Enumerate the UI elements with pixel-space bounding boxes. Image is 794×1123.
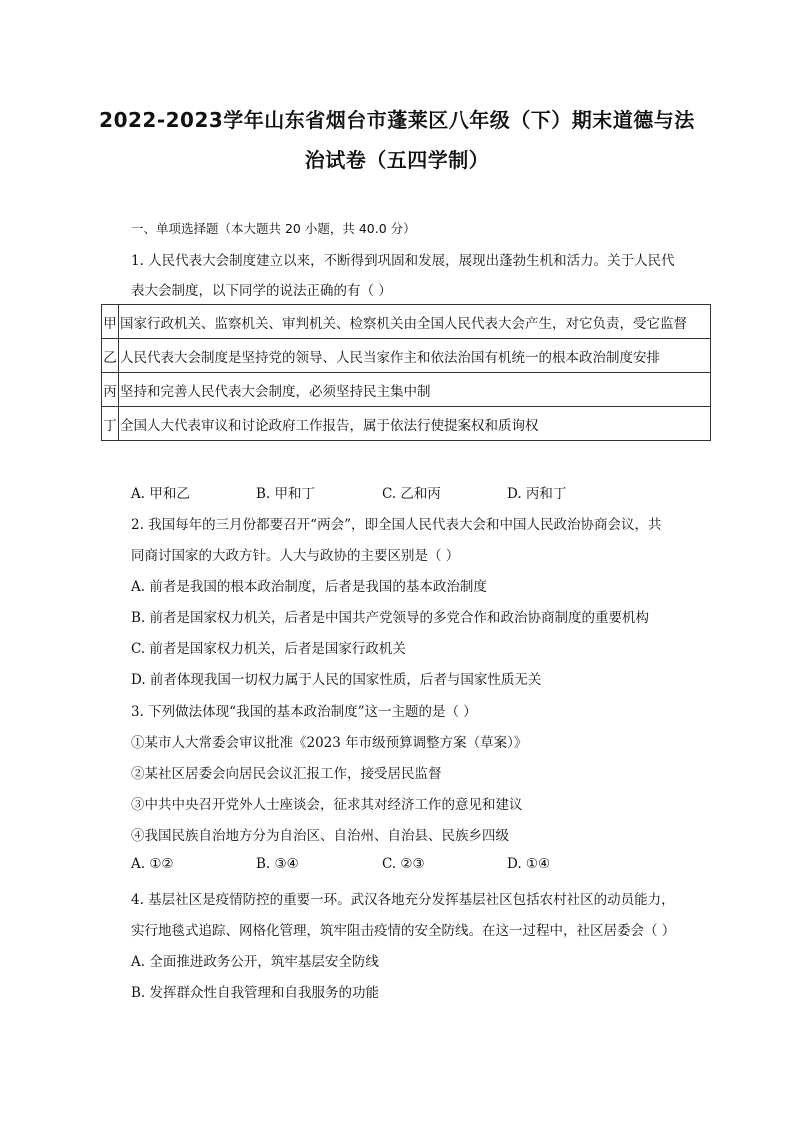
q2-option-c[interactable]: C. 前者是国家权力机关，后者是国家行政机关 [131, 641, 406, 657]
q3-item-4: ④我国民族自治地方分为自治区、自治州、自治县、民族乡四级 [131, 828, 509, 844]
page-title-line2: 治试卷（五四学制） [304, 148, 490, 172]
q1-statement-table [101, 304, 711, 441]
table-row [102, 339, 711, 373]
q2-stem-line1: 2. 我国每年的三月份都要召开“两会”，即全国人民代表大会和中国人民政治协商会议，共 [131, 517, 662, 533]
q4-option-a[interactable]: A. 全面推进政务公开，筑牢基层安全防线 [131, 954, 379, 970]
q4-option-b[interactable]: B. 发挥群众性自我管理和自我服务的功能 [131, 985, 380, 1001]
q1-option-d[interactable]: D. 丙和丁 [507, 486, 567, 502]
statement-key: 丁 [102, 407, 119, 441]
q3-option-a[interactable]: A. ①② [131, 856, 174, 872]
q4-stem-line2: 实行地毯式追踪、网格化管理，筑牢阻击疫情的安全防线。在这一过程中，社区居委会（ ） [131, 923, 676, 939]
q3-option-c[interactable]: C. ②③ [382, 856, 425, 872]
q1-option-b[interactable]: B. 甲和丁 [256, 486, 316, 502]
statement-text: 人民代表大会制度是坚持党的领导、人民当家作主和依法治国有机统一的根本政治制度安排 [119, 339, 711, 373]
table-row [102, 305, 711, 339]
q1-option-c[interactable]: C. 乙和丙 [382, 486, 441, 502]
q2-stem-line2: 同商讨国家的大政方针。人大与政协的主要区别是（ ） [131, 548, 460, 564]
q3-item-1: ①某市人大常委会审议批准《2023 年市级预算调整方案（草案）》 [131, 735, 528, 751]
q3-item-3: ③中共中央召开党外人士座谈会，征求其对经济工作的意见和建议 [131, 797, 523, 813]
q1-stem-line2: 表大会制度，以下同学的说法正确的有（ ） [131, 283, 392, 299]
statement-text: 国家行政机关、监察机关、审判机关、检察机关由全国人民代表大会产生，对它负责，受它监督 [119, 305, 711, 339]
q2-option-d[interactable]: D. 前者体现我国一切权力属于人民的国家性质，后者与国家性质无关 [131, 672, 542, 688]
statement-key: 丙 [102, 373, 119, 407]
q2-option-a[interactable]: A. 前者是我国的根本政治制度，后者是我国的基本政治制度 [131, 579, 487, 595]
table-row [102, 373, 711, 407]
statement-key: 甲 [102, 305, 119, 339]
statement-text: 全国人大代表审议和讨论政府工作报告，属于依法行使提案权和质询权 [119, 407, 711, 441]
table-row [102, 407, 711, 441]
q3-stem: 3. 下列做法体现“我国的基本政治制度”这一主题的是（ ） [131, 704, 477, 720]
statement-text: 坚持和完善人民代表大会制度，必须坚持民主集中制 [119, 373, 711, 407]
q3-option-d[interactable]: D. ①④ [507, 856, 551, 872]
statement-key: 乙 [102, 339, 119, 373]
section-heading: 一、单项选择题（本大题共 20 小题，共 40.0 分） [131, 221, 416, 236]
q1-stem-line1: 1. 人民代表大会制度建立以来，不断得到巩固和发展，展现出蓬勃生机和活力。关于人民代 [131, 253, 675, 269]
q3-item-2: ②某社区居委会向居民会议汇报工作，接受居民监督 [131, 766, 442, 782]
q3-option-b[interactable]: B. ③④ [256, 856, 299, 872]
q4-stem-line1: 4. 基层社区是疫情防控的重要一环。武汉各地充分发挥基层社区包括农村社区的动员能力， [131, 892, 675, 908]
page-title-line1: 2022-2023学年山东省烟台市蓬莱区八年级（下）期末道德与法 [99, 108, 695, 132]
q2-option-b[interactable]: B. 前者是国家权力机关，后者是中国共产党领导的多党合作和政治协商制度的重要机构 [131, 610, 650, 626]
q1-option-a[interactable]: A. 甲和乙 [131, 486, 190, 502]
